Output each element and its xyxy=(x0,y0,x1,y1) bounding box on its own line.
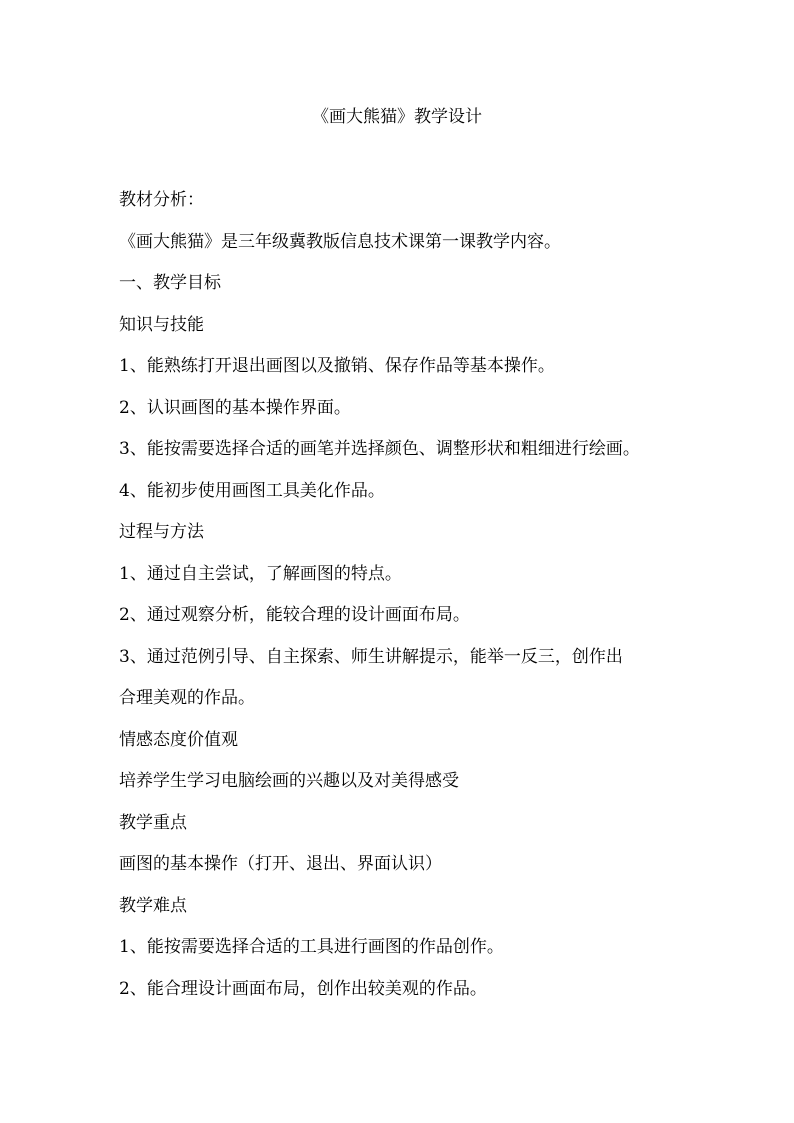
list-item-process-3: 3、通过范例引导、自主探索、师生讲解提示，能举一反三，创作出 xyxy=(119,646,623,667)
list-item-process-2: 2、通过观察分析，能较合理的设计画面布局。 xyxy=(119,605,470,625)
document-body xyxy=(119,190,689,1020)
section-heading-teaching-objectives: 一、教学目标 xyxy=(119,273,221,293)
subheading-knowledge-skills: 知识与技能 xyxy=(119,314,204,335)
subheading-key-points: 教学重点 xyxy=(119,812,187,833)
paragraph-emotion-values: 培养学生学习电脑绘画的兴趣以及对美得感受 xyxy=(119,771,459,791)
list-item-process-1: 1、通过自主尝试，了解画图的特点。 xyxy=(119,563,402,584)
list-item-knowledge-4: 4、能初步使用画图工具美化作品。 xyxy=(119,480,385,501)
paragraph-textbook-analysis: 《画大熊猫》是三年级冀教版信息技术课第一课教学内容。 xyxy=(119,231,561,252)
list-item-difficulty-1: 1、能按需要选择合适的工具进行画图的作品创作。 xyxy=(119,937,504,957)
paragraph-key-points: 画图的基本操作（打开、退出、界面认识） xyxy=(119,854,442,874)
document-title: 《画大熊猫》教学设计 xyxy=(312,107,482,127)
list-item-knowledge-2: 2、认识画图的基本操作界面。 xyxy=(119,397,351,418)
list-item-knowledge-3: 3、能按需要选择合适的画笔并选择颜色、调整形状和粗细进行绘画。 xyxy=(119,439,640,459)
list-item-process-3-continued: 合理美观的作品。 xyxy=(119,688,255,708)
list-item-knowledge-1: 1、能熟练打开退出画图以及撤销、保存作品等基本操作。 xyxy=(119,356,555,376)
list-item-difficulty-2: 2、能合理设计画面布局，创作出较美观的作品。 xyxy=(119,978,487,999)
section-heading-textbook-analysis: 教材分析： xyxy=(119,190,204,210)
subheading-difficulties: 教学难点 xyxy=(119,895,187,916)
subheading-process-methods: 过程与方法 xyxy=(119,522,204,542)
subheading-emotion-values: 情感态度价值观 xyxy=(119,729,238,750)
